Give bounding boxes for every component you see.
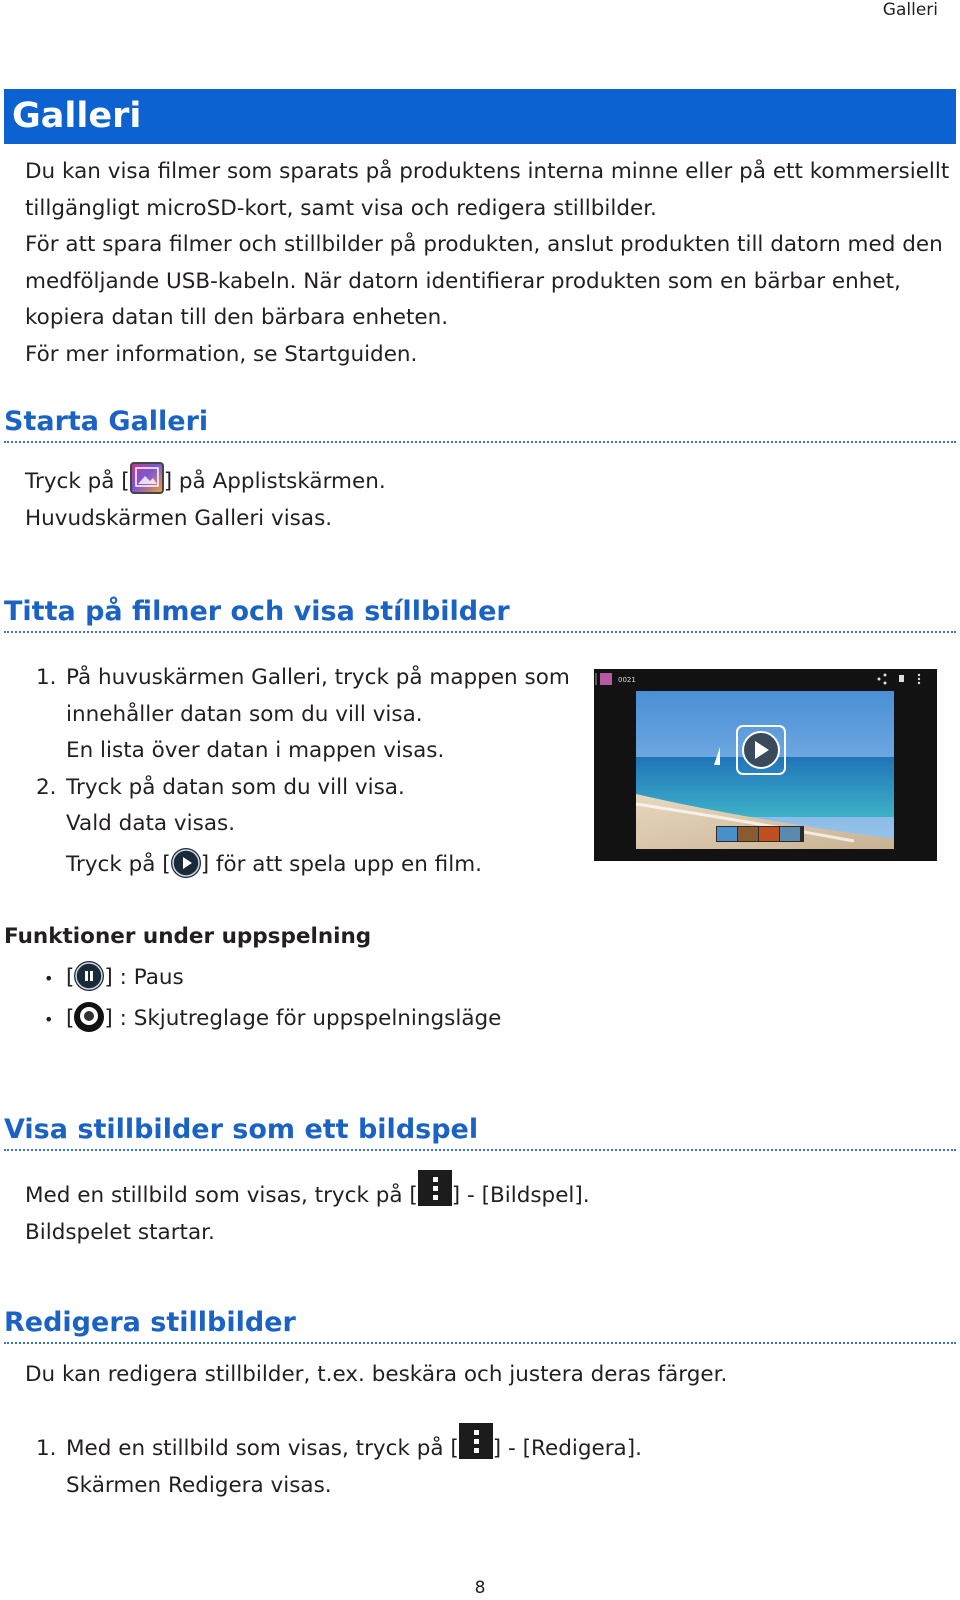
intro-line: tillgängligt microSD-kort, samt visa och redigera stillbilder. (25, 195, 657, 221)
playback-title: Funktioner under uppspelning (4, 924, 372, 949)
intro-line: För att spara filmer och stillbilder på produkten, anslut produkten till datorn med den (25, 232, 943, 257)
intro-line: Du kan visa filmer som sparats på produktens interna minne eller på ett kommersiellt (25, 159, 950, 184)
intro-line: medföljande USB-kabeln. När datorn identifierar produkten som en bärbar enhet, (25, 268, 901, 294)
menu-icon (459, 1423, 493, 1459)
chapter-title: Galleri (12, 96, 142, 136)
start-line: Tryck på [ ] på Applistskärmen. (25, 462, 386, 501)
play-line: Tryck på [ ] för att spela upp en film. (36, 847, 570, 884)
running-head: Galleri (882, 0, 938, 20)
slideshow-result: Bildspelet startar. (25, 1219, 215, 1245)
start-result: Huvudskärmen Galleri visas. (25, 505, 333, 531)
slideshow-instructions (25, 1170, 590, 1251)
screenshot-label: 0021 (618, 676, 636, 684)
section-divider (4, 1149, 956, 1151)
page-number: 8 (474, 1578, 486, 1598)
step-1-line: innehåller datan som du vill visa. (66, 701, 423, 727)
play-icon (171, 848, 201, 878)
intro-text (25, 154, 949, 373)
section-title-view: Titta på filmer och visa stíllbilder (4, 596, 510, 627)
edit-step-result: Skärmen Redigera visas. (66, 1472, 332, 1498)
edit-steps (36, 1423, 642, 1504)
step-1-line: En lista över datan i mappen visas. (66, 738, 445, 763)
gallery-app-icon (130, 462, 164, 494)
playback-list (44, 958, 501, 1040)
menu-icon (418, 1170, 452, 1206)
start-instructions (25, 462, 386, 537)
edit-step-1: 1. Med en stillbild som visas, tryck på [ ] - [Redigera]. (36, 1423, 642, 1468)
section-divider (4, 631, 956, 633)
section-title-start: Starta Galleri (4, 406, 209, 437)
pause-icon (74, 961, 104, 991)
section-title-slideshow: Visa stillbilder som ett bildspel (4, 1114, 479, 1145)
edit-intro: Du kan redigera stillbilder, t.ex. beskära och justera deras färger. (25, 1362, 728, 1387)
section-divider (4, 1342, 956, 1344)
view-steps (36, 660, 570, 883)
intro-line: kopiera datan till den bärbara enheten. (25, 305, 449, 330)
playback-item-pause: • [ ] : Paus (44, 958, 501, 999)
section-title-edit: Redigera stillbilder (4, 1307, 296, 1338)
step-2-line: Vald data visas. (66, 811, 236, 836)
section-divider (4, 441, 956, 443)
step-2: 2. Tryck på datan som du vill visa. (36, 774, 405, 800)
slideshow-line: Med en stillbild som visas, tryck på [ ] - [Bildspel]. (25, 1170, 590, 1215)
intro-line: För mer information, se Startguiden. (25, 341, 418, 367)
slider-icon (74, 1002, 104, 1032)
gallery-screenshot (594, 669, 937, 861)
chapter-banner (4, 89, 956, 144)
playback-item-slider: • [ ] : Skjutreglage för uppspelningsläge (44, 999, 501, 1040)
step-1: 1. På huvuskärmen Galleri, tryck på mappen som (36, 665, 570, 690)
